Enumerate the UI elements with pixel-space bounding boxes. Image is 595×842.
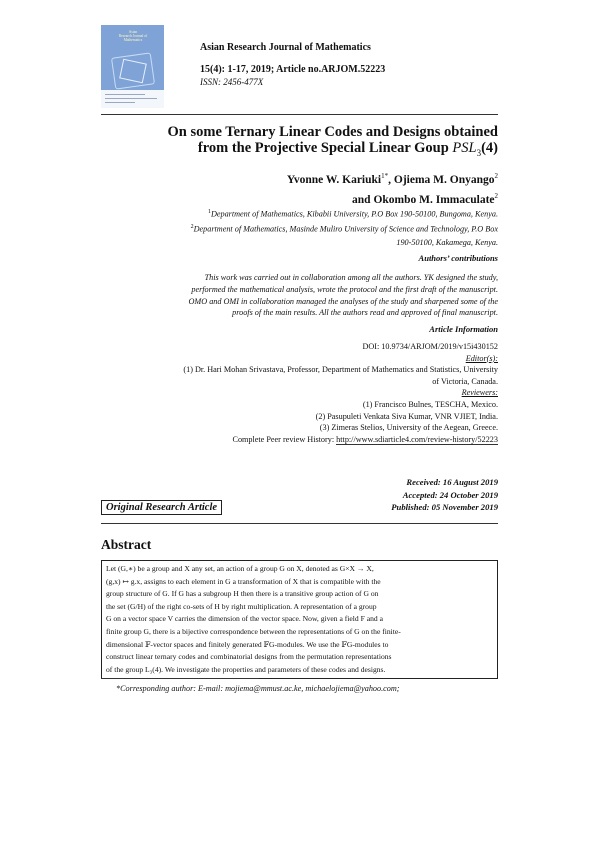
title-text: from the Projective Special Linear Goup [197, 140, 453, 156]
abstract-line: finite group G, there is a bijective correspondence between the representations of G on the finite- [106, 626, 401, 636]
abstract-line: of the group L₃(4). We investigate the properties and parameters of these codes and designs. [106, 664, 386, 674]
author-affiliation-mark: 2 [494, 172, 498, 180]
editor-line: (1) Dr. Hari Mohan Srivastava, Professor, Department of Mathematics and Statistics, University [183, 365, 498, 375]
volume-info: 15(4): 1-17, 2019; Article no.ARJOM.52223 [200, 64, 386, 75]
abstract-line: construct linear ternary codes and combinatorial designs from the permutation representations [106, 652, 392, 662]
article-info [101, 341, 498, 445]
title-line-2 [101, 140, 498, 161]
cover-title-line: Research Journal of [118, 34, 148, 39]
author-separator: , [388, 173, 394, 186]
abstract-heading: Abstract [101, 537, 152, 552]
issn: ISSN: 2456-477X [200, 77, 264, 87]
affiliation-2 [101, 221, 498, 236]
abstract-line: (g,x) ↦ g.x, assigns to each element in G a transformation of X that is compatible with the [106, 576, 381, 586]
reviewers-label [101, 387, 498, 399]
reviewer-line: (1) Francisco Bulnes, TESCHA, Mexico. [362, 399, 498, 409]
reviewer-line: (2) Pasupuleti Venkata Siva Kumar, VNR VJIET, India. [315, 411, 498, 421]
contributions-heading: Authors’ contributions [418, 253, 498, 263]
abstract-line: the set (G/H) of the right co-sets of H by right multiplication. A representation of a group [106, 601, 377, 611]
author-list [101, 168, 498, 208]
article-type-badge: Original Research Article [101, 500, 222, 515]
author-affiliation-mark: 2 [494, 191, 498, 200]
title-math: PSL [452, 140, 477, 156]
title-math-end: (4) [481, 140, 498, 156]
cover-footer-line [105, 94, 145, 95]
journal-cover-image [101, 25, 164, 108]
author-name: Yvonne W. Kariuki [286, 173, 382, 186]
editor-line: of Victoria, Canada. [432, 376, 498, 386]
footnote-divider [101, 678, 259, 679]
affiliation-1 [101, 206, 498, 221]
accepted-date: Accepted: 24 October 2019 [402, 489, 498, 500]
cover-title-line: Asian [128, 30, 138, 34]
contributions-text [101, 272, 498, 319]
cover-title-line: Mathematics [123, 38, 143, 43]
cover-footer [101, 90, 164, 108]
review-history-label: Complete Peer review History: [232, 434, 335, 444]
title-line-1: On some Ternary Linear Codes and Designs obtained [167, 124, 498, 140]
cover-footer-line [105, 102, 135, 103]
cover-footer-line [105, 98, 157, 99]
reviewer-line: (3) Zimeras Stelios, University of the Aegean, Greece. [319, 423, 498, 433]
reviewers-label-text: Reviewers: [461, 388, 498, 398]
author-affiliation-mark: 1* [381, 172, 389, 180]
review-history [101, 434, 498, 446]
publication-dates [300, 476, 498, 514]
contributions-line: OMO and OMI in collaboration managed the analyses of the study and sharpened some of the [188, 296, 498, 306]
affiliation-text: Department of Mathematics, Kibabii University, P.O Box 190-50100, Bungoma, Kenya. [210, 209, 498, 219]
title-math-subscript: 3 [476, 147, 482, 158]
received-date: Received: 16 August 2019 [406, 477, 498, 487]
affiliation-2-cont: 190-50100, Kakamega, Kenya. [396, 238, 498, 248]
affiliation-text: Department of Mathematics, Masinde Muliro University of Science and Technology, P.O Box [193, 224, 498, 234]
affiliation-mark: 2 [190, 224, 194, 231]
contributions-line: performed the mathematical analysis, wrote the protocol and the first draft of the manuscript. [191, 284, 498, 294]
affiliations [101, 206, 498, 250]
author-line-2 [101, 188, 498, 208]
editors-label-text: Editor(s): [465, 353, 498, 363]
article-info-heading: Article Information [429, 324, 498, 334]
author-name: Ojiema M. Onyango [393, 173, 495, 186]
contributions-line: proofs of the main results. All the authors read and approved of final manuscript. [232, 308, 498, 318]
author-name: Okombo M. Immaculate [373, 193, 495, 206]
abstract-line: group structure of G. If G has a subgroup H then there is a transitive group action of G on [106, 589, 379, 599]
header-divider [101, 114, 498, 115]
cover-title [107, 30, 159, 43]
journal-name: Asian Research Journal of Mathematics [200, 42, 371, 53]
corresponding-author-footnote: *Corresponding author: E-mail: mojiema@mmust.ac.ke, michaelojiema@yahoo.com; [116, 684, 400, 693]
doi[interactable]: DOI: 10.9734/ARJOM/2019/v15i430152 [362, 342, 498, 351]
paper-title [101, 124, 498, 161]
abstract-line: Let (G,∗) be a group and X any set, an action of a group G on X, denoted as G×X → X, [106, 564, 374, 573]
author-conjunction: and [352, 193, 374, 206]
abstract-box [101, 560, 498, 679]
review-history-link[interactable]: http://www.sdiarticle4.com/review-history/52223 [336, 434, 498, 444]
abstract-line: dimensional 𝔽-vector spaces and finitely generated 𝔽G-modules. We use the 𝔽G-modules to [106, 639, 389, 649]
contributions-line: This work was carried out in collaboration among all the authors. YK designed the study, [204, 273, 498, 282]
abstract-line: G on a vector space V carries the dimension of the vector space. Now, given a field F and a [106, 614, 383, 624]
editors-label [101, 353, 498, 365]
affiliation-mark: 1 [207, 209, 211, 215]
published-date: Published: 05 November 2019 [391, 502, 498, 512]
author-line-1 [101, 168, 498, 188]
section-divider [101, 523, 498, 524]
